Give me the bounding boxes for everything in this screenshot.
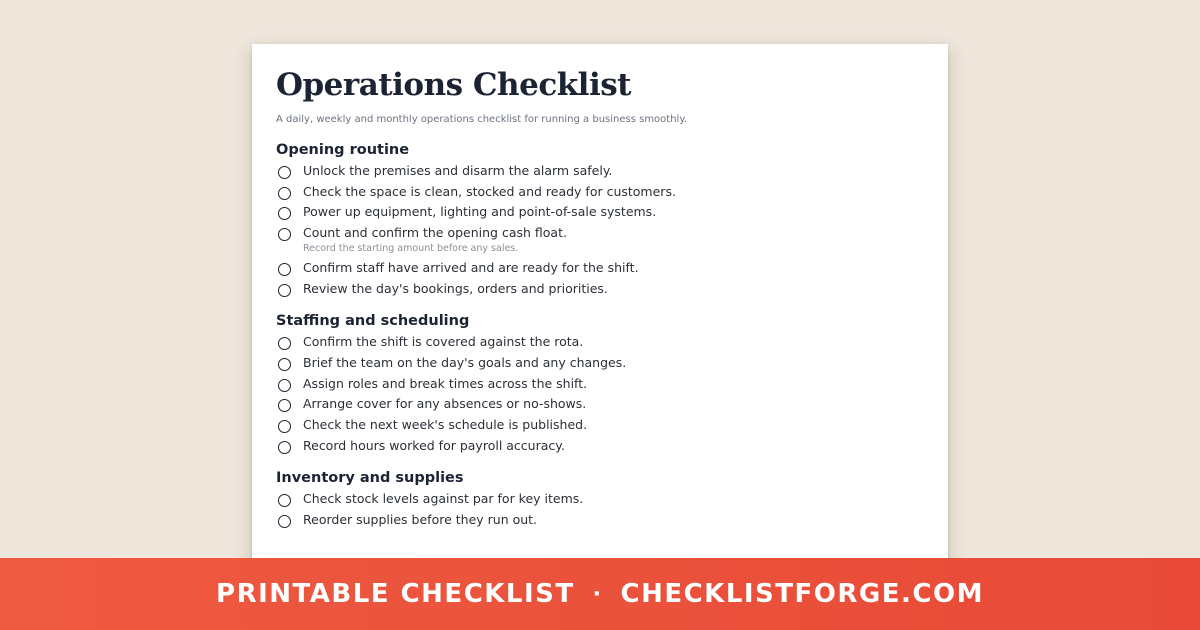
item-text (303, 417, 587, 436)
checkbox-circle-icon[interactable] (278, 263, 291, 276)
banner-separator: · (592, 581, 603, 607)
item-text (303, 281, 608, 300)
item-label: Check the next week's schedule is published. (303, 417, 588, 433)
checklist-item (276, 333, 924, 354)
checkbox-circle-icon[interactable] (278, 228, 291, 241)
checklist-item (276, 511, 924, 532)
checkbox-circle-icon[interactable] (278, 420, 291, 433)
checkbox-circle-icon[interactable] (278, 441, 291, 454)
item-text (303, 163, 612, 182)
checklist-item (276, 259, 924, 280)
checklist-item (276, 416, 924, 437)
checklist-item (276, 224, 924, 259)
item-text (303, 184, 676, 203)
page-title: Operations Checklist (276, 67, 631, 103)
checklist-section (276, 312, 924, 457)
item-label: Power up equipment, lighting and point-of-sale systems. (303, 204, 657, 220)
item-text (303, 334, 583, 353)
checkbox-circle-icon[interactable] (278, 207, 291, 220)
item-text (303, 225, 567, 258)
banner-label: PRINTABLE CHECKLIST (216, 579, 575, 609)
item-label: Check the space is clean, stocked and ready for customers. (303, 183, 676, 199)
checklist-section (276, 141, 924, 300)
section-title: Inventory and supplies (276, 470, 464, 487)
checklist-item (276, 490, 924, 511)
checklist-item (276, 375, 924, 396)
checkbox-circle-icon[interactable] (278, 399, 291, 412)
item-label: Reorder supplies before they run out. (303, 512, 538, 528)
page-subtitle: A daily, weekly and monthly operations checklist for running a business smoothly. (276, 114, 688, 125)
item-label: Confirm staff have arrived and are ready for the shift. (303, 259, 639, 275)
checklist-section (276, 469, 924, 531)
item-label: Assign roles and break times across the shift. (303, 375, 588, 391)
item-label: Arrange cover for any absences or no-shows. (303, 396, 587, 412)
checkbox-circle-icon[interactable] (278, 166, 291, 179)
item-label: Unlock the premises and disarm the alarm safely. (303, 163, 613, 178)
checklist-item (276, 203, 924, 224)
checklist-item (276, 162, 924, 183)
item-text (303, 512, 537, 531)
checklist-item (276, 183, 924, 204)
item-label: Brief the team on the day's goals and any changes. (303, 354, 627, 370)
section-title: Staffing and scheduling (276, 313, 470, 330)
item-text (303, 491, 583, 510)
item-text (303, 438, 565, 457)
item-text (303, 204, 656, 223)
checkbox-circle-icon[interactable] (278, 515, 291, 528)
checkbox-circle-icon[interactable] (278, 379, 291, 392)
item-label: Record hours worked for payroll accuracy. (303, 437, 565, 453)
checkbox-circle-icon[interactable] (278, 358, 291, 371)
item-label: Check stock levels against par for key items. (303, 491, 584, 507)
item-text (303, 396, 586, 415)
item-label: Count and confirm the opening cash float. (303, 225, 567, 241)
item-text (303, 376, 587, 395)
item-text (303, 355, 626, 374)
checklist-item (276, 280, 924, 301)
banner-site-link[interactable]: CHECKLISTFORGE.COM (620, 579, 984, 609)
checkbox-circle-icon[interactable] (278, 187, 291, 200)
checklist-sheet (252, 44, 948, 604)
checklist-content (252, 44, 948, 532)
checkbox-circle-icon[interactable] (278, 284, 291, 297)
checklist-item (276, 354, 924, 375)
item-note: Record the starting amount before any sales. (303, 242, 519, 254)
checklist-sections (276, 141, 924, 532)
item-label: Confirm the shift is covered against the rota. (303, 334, 584, 350)
checkbox-circle-icon[interactable] (278, 494, 291, 507)
checklist-item (276, 395, 924, 416)
footer-banner (0, 558, 1200, 630)
section-title: Opening routine (276, 142, 410, 158)
item-label: Review the day's bookings, orders and priorities. (303, 280, 608, 296)
checklist-item (276, 437, 924, 458)
checkbox-circle-icon[interactable] (278, 337, 291, 350)
item-text (303, 260, 639, 279)
